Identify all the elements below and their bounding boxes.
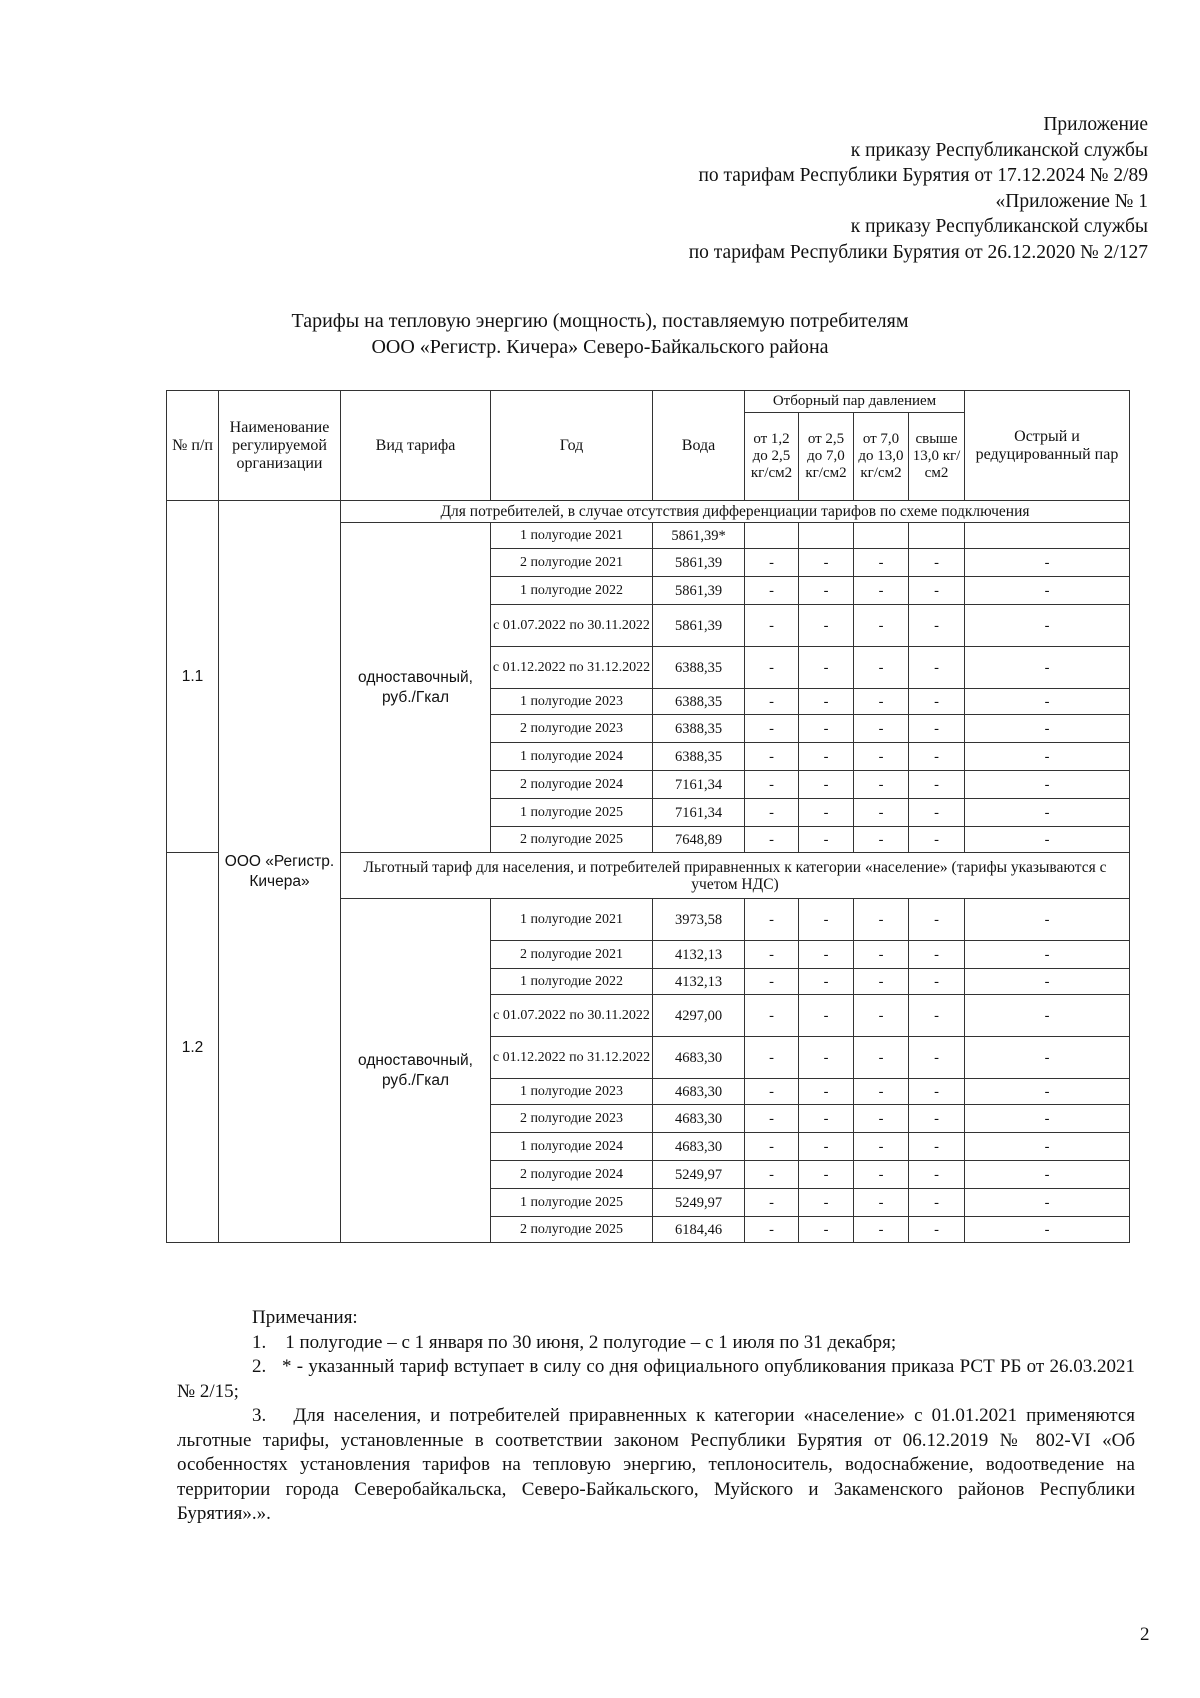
steam-value-cell: - xyxy=(799,605,854,647)
steam-value-cell: - xyxy=(909,1105,965,1133)
steam-value-cell: - xyxy=(745,715,799,743)
organization-name: ООО «Регистр. Кичера» xyxy=(219,501,341,1243)
water-value-cell: 7161,34 xyxy=(653,771,745,799)
header-line: по тарифам Республики Бурятия от 26.12.2020 № 2/127 xyxy=(688,241,1148,263)
header-line: по тарифам Республики Бурятия от 17.12.2024 № 2/89 xyxy=(698,165,1148,186)
steam-value-cell: - xyxy=(854,743,909,771)
header-line: Приложение xyxy=(1043,114,1148,135)
period-cell: 2 полугодие 2023 xyxy=(491,1105,653,1133)
water-value-cell: 5861,39* xyxy=(653,523,745,549)
sharp-steam-value-cell: - xyxy=(965,647,1130,689)
steam-value-cell: - xyxy=(854,941,909,969)
col-header-steam-3: от 7,0 до 13,0 кг/см2 xyxy=(854,413,909,501)
steam-value-cell: - xyxy=(745,605,799,647)
tariff-type: одноставочный, руб./Гкал xyxy=(341,899,491,1243)
sharp-steam-value-cell: - xyxy=(965,605,1130,647)
steam-value-cell: - xyxy=(745,995,799,1037)
sharp-steam-value-cell: - xyxy=(965,969,1130,995)
water-value-cell: 6184,46 xyxy=(653,1217,745,1243)
steam-value-cell: - xyxy=(854,1161,909,1189)
steam-value-cell: - xyxy=(854,899,909,941)
steam-value-cell: - xyxy=(909,1133,965,1161)
steam-value-cell: - xyxy=(909,743,965,771)
water-value-cell: 4683,30 xyxy=(653,1105,745,1133)
steam-value-cell: - xyxy=(854,1189,909,1217)
col-header-steam-1: от 1,2 до 2,5 кг/см2 xyxy=(745,413,799,501)
tariff-table xyxy=(166,390,1130,1243)
section-number: 1.1 xyxy=(167,501,219,853)
steam-value-cell xyxy=(799,523,854,549)
steam-value-cell: - xyxy=(745,1079,799,1105)
sharp-steam-value-cell: - xyxy=(965,799,1130,827)
note-item: 1. 1 полугодие – с 1 января по 30 июня, 2 полугодие – с 1 июля по 31 декабря; xyxy=(252,1331,897,1353)
period-cell: 1 полугодие 2022 xyxy=(491,969,653,995)
period-cell: 1 полугодие 2023 xyxy=(491,689,653,715)
water-value-cell: 6388,35 xyxy=(653,647,745,689)
steam-value-cell: - xyxy=(854,969,909,995)
section-title-row xyxy=(167,501,1130,523)
water-value-cell: 5249,97 xyxy=(653,1161,745,1189)
notes-title: Примечания: xyxy=(252,1307,358,1328)
water-value-cell: 7161,34 xyxy=(653,799,745,827)
steam-value-cell: - xyxy=(745,1189,799,1217)
steam-value-cell: - xyxy=(799,827,854,853)
steam-value-cell: - xyxy=(909,1079,965,1105)
steam-value-cell: - xyxy=(854,689,909,715)
period-cell: 2 полугодие 2025 xyxy=(491,1217,653,1243)
steam-value-cell: - xyxy=(854,995,909,1037)
steam-value-cell: - xyxy=(854,1105,909,1133)
steam-value-cell: - xyxy=(799,715,854,743)
period-cell: с 01.07.2022 по 30.11.2022 xyxy=(491,605,653,647)
title-line-2: ООО «Регистр. Кичера» Северо-Байкальского района xyxy=(371,336,829,358)
col-header-water: Вода xyxy=(653,391,745,501)
sharp-steam-value-cell: - xyxy=(965,827,1130,853)
steam-value-cell: - xyxy=(909,647,965,689)
steam-value-cell: - xyxy=(745,549,799,577)
period-cell: 2 полугодие 2021 xyxy=(491,941,653,969)
section-number: 1.2 xyxy=(167,853,219,1243)
water-value-cell: 4297,00 xyxy=(653,995,745,1037)
steam-value-cell: - xyxy=(854,771,909,799)
sharp-steam-value-cell: - xyxy=(965,549,1130,577)
steam-value-cell: - xyxy=(909,605,965,647)
steam-value-cell: - xyxy=(745,647,799,689)
header-line: «Приложение № 1 xyxy=(995,190,1148,212)
period-cell: 1 полугодие 2025 xyxy=(491,799,653,827)
steam-value-cell: - xyxy=(799,1133,854,1161)
steam-value-cell: - xyxy=(909,1217,965,1243)
steam-value-cell: - xyxy=(854,1217,909,1243)
water-value-cell: 6388,35 xyxy=(653,689,745,715)
period-cell: 2 полугодие 2024 xyxy=(491,771,653,799)
document-header xyxy=(689,112,1148,265)
steam-value-cell: - xyxy=(799,771,854,799)
water-value-cell: 4683,30 xyxy=(653,1079,745,1105)
section-title: Льготный тариф для населения, и потребителей приравненных к категории «население» (тарифы указываются с учетом НДС) xyxy=(341,853,1130,899)
steam-value-cell: - xyxy=(745,799,799,827)
water-value-cell: 7648,89 xyxy=(653,827,745,853)
water-value-cell: 4683,30 xyxy=(653,1133,745,1161)
water-value-cell: 5861,39 xyxy=(653,605,745,647)
period-cell: 2 полугодие 2024 xyxy=(491,1161,653,1189)
steam-value-cell: - xyxy=(799,549,854,577)
steam-value-cell: - xyxy=(854,1133,909,1161)
steam-value-cell: - xyxy=(745,743,799,771)
steam-value-cell: - xyxy=(909,1189,965,1217)
steam-value-cell: - xyxy=(799,799,854,827)
col-header-steam-group: Отборный пар давлением xyxy=(745,391,965,413)
period-cell: с 01.07.2022 по 30.11.2022 xyxy=(491,995,653,1037)
steam-value-cell: - xyxy=(909,969,965,995)
water-value-cell: 6388,35 xyxy=(653,743,745,771)
col-header-num: № п/п xyxy=(167,391,219,501)
sharp-steam-value-cell: - xyxy=(965,1189,1130,1217)
steam-value-cell xyxy=(854,523,909,549)
steam-value-cell: - xyxy=(799,1189,854,1217)
table-body xyxy=(167,501,1130,1243)
sharp-steam-value-cell: - xyxy=(965,1217,1130,1243)
steam-value-cell: - xyxy=(909,1037,965,1079)
steam-value-cell: - xyxy=(745,1133,799,1161)
steam-value-cell: - xyxy=(799,743,854,771)
sharp-steam-value-cell: - xyxy=(965,715,1130,743)
steam-value-cell: - xyxy=(909,577,965,605)
steam-value-cell: - xyxy=(854,605,909,647)
steam-value-cell: - xyxy=(745,899,799,941)
steam-value-cell: - xyxy=(854,799,909,827)
page-number: 2 xyxy=(1140,1624,1150,1645)
sharp-steam-value-cell: - xyxy=(965,1133,1130,1161)
period-cell: 1 полугодие 2023 xyxy=(491,1079,653,1105)
steam-value-cell: - xyxy=(854,1037,909,1079)
steam-value-cell: - xyxy=(799,899,854,941)
sharp-steam-value-cell: - xyxy=(965,689,1130,715)
sharp-steam-value-cell: - xyxy=(965,743,1130,771)
steam-value-cell: - xyxy=(799,969,854,995)
steam-value-cell: - xyxy=(799,1037,854,1079)
steam-value-cell: - xyxy=(854,827,909,853)
period-cell: 1 полугодие 2021 xyxy=(491,523,653,549)
title-line-1: Тарифы на тепловую энергию (мощность), поставляемую потребителям xyxy=(291,310,909,332)
sharp-steam-value-cell: - xyxy=(965,1105,1130,1133)
steam-value-cell: - xyxy=(745,577,799,605)
steam-value-cell: - xyxy=(745,1217,799,1243)
note-item: 2. * - указанный тариф вступает в силу со дня официального опубликования приказа РСТ РБ от 26.03.2021 № 2/15; xyxy=(177,1356,1135,1402)
period-cell: с 01.12.2022 по 31.12.2022 xyxy=(491,647,653,689)
steam-value-cell: - xyxy=(745,969,799,995)
steam-value-cell: - xyxy=(854,647,909,689)
col-header-steam-2: от 2,5 до 7,0 кг/см2 xyxy=(799,413,854,501)
steam-value-cell: - xyxy=(799,689,854,715)
steam-value-cell: - xyxy=(854,577,909,605)
steam-value-cell: - xyxy=(799,995,854,1037)
steam-value-cell: - xyxy=(745,1161,799,1189)
steam-value-cell: - xyxy=(909,689,965,715)
sharp-steam-value-cell: - xyxy=(965,577,1130,605)
steam-value-cell: - xyxy=(799,577,854,605)
water-value-cell: 4683,30 xyxy=(653,1037,745,1079)
water-value-cell: 5861,39 xyxy=(653,577,745,605)
steam-value-cell: - xyxy=(909,1161,965,1189)
steam-value-cell: - xyxy=(745,689,799,715)
steam-value-cell: - xyxy=(745,771,799,799)
steam-value-cell: - xyxy=(909,799,965,827)
sharp-steam-value-cell: - xyxy=(965,771,1130,799)
steam-value-cell xyxy=(745,523,799,549)
header-line: к приказу Республиканской службы xyxy=(850,139,1148,161)
period-cell: 2 полугодие 2023 xyxy=(491,715,653,743)
period-cell: 1 полугодие 2021 xyxy=(491,899,653,941)
sharp-steam-value-cell: - xyxy=(965,1079,1130,1105)
col-header-sharp-steam: Острый и редуцированный пар xyxy=(965,391,1130,501)
steam-value-cell: - xyxy=(799,941,854,969)
steam-value-cell: - xyxy=(745,1037,799,1079)
sharp-steam-value-cell: - xyxy=(965,995,1130,1037)
col-header-tariff-type: Вид тарифа xyxy=(341,391,491,501)
steam-value-cell: - xyxy=(909,715,965,743)
steam-value-cell: - xyxy=(745,941,799,969)
steam-value-cell: - xyxy=(909,549,965,577)
water-value-cell: 4132,13 xyxy=(653,941,745,969)
document-title xyxy=(0,308,1200,360)
steam-value-cell: - xyxy=(799,1105,854,1133)
sharp-steam-value-cell: - xyxy=(965,1161,1130,1189)
sharp-steam-value-cell xyxy=(965,523,1130,549)
water-value-cell: 5861,39 xyxy=(653,549,745,577)
steam-value-cell: - xyxy=(799,647,854,689)
col-header-year: Год xyxy=(491,391,653,501)
period-cell: 2 полугодие 2021 xyxy=(491,549,653,577)
section-title: Для потребителей, в случае отсутствия дифференциации тарифов по схеме подключения xyxy=(341,501,1130,523)
steam-value-cell xyxy=(909,523,965,549)
steam-value-cell: - xyxy=(854,715,909,743)
period-cell: 1 полугодие 2024 xyxy=(491,743,653,771)
period-cell: 2 полугодие 2025 xyxy=(491,827,653,853)
water-value-cell: 5249,97 xyxy=(653,1189,745,1217)
water-value-cell: 3973,58 xyxy=(653,899,745,941)
steam-value-cell: - xyxy=(854,549,909,577)
steam-value-cell: - xyxy=(909,995,965,1037)
period-cell: 1 полугодие 2025 xyxy=(491,1189,653,1217)
steam-value-cell: - xyxy=(909,941,965,969)
col-header-org: Наименование регулируемой организации xyxy=(219,391,341,501)
steam-value-cell: - xyxy=(799,1079,854,1105)
sharp-steam-value-cell: - xyxy=(965,941,1130,969)
steam-value-cell: - xyxy=(745,827,799,853)
notes-block xyxy=(177,1306,1135,1527)
water-value-cell: 6388,35 xyxy=(653,715,745,743)
sharp-steam-value-cell: - xyxy=(965,1037,1130,1079)
period-cell: с 01.12.2022 по 31.12.2022 xyxy=(491,1037,653,1079)
sharp-steam-value-cell: - xyxy=(965,899,1130,941)
steam-value-cell: - xyxy=(745,1105,799,1133)
steam-value-cell: - xyxy=(854,1079,909,1105)
steam-value-cell: - xyxy=(909,899,965,941)
water-value-cell: 4132,13 xyxy=(653,969,745,995)
steam-value-cell: - xyxy=(799,1161,854,1189)
header-line: к приказу Республиканской службы xyxy=(850,216,1148,237)
steam-value-cell: - xyxy=(909,771,965,799)
col-header-steam-4: свыше 13,0 кг/см2 xyxy=(909,413,965,501)
tariff-type: одноставочный, руб./Гкал xyxy=(341,523,491,853)
period-cell: 1 полугодие 2024 xyxy=(491,1133,653,1161)
period-cell: 1 полугодие 2022 xyxy=(491,577,653,605)
steam-value-cell: - xyxy=(799,1217,854,1243)
note-item: 3. Для населения, и потребителей приравненных к категории «население» с 01.01.2021 применяются льготные тарифы, установленные в соответствии законом Республики Бурятия от 06.12.2019 № 802-VI «Об особенностях установления тарифов на тепловую энергию, теплоноситель, водоснабжение, водоотведение на территории города Северобайкальска, Северо-Байкальского, Муйского и Закаменского районов Республики Бурятия».». xyxy=(177,1405,1135,1524)
steam-value-cell: - xyxy=(909,827,965,853)
